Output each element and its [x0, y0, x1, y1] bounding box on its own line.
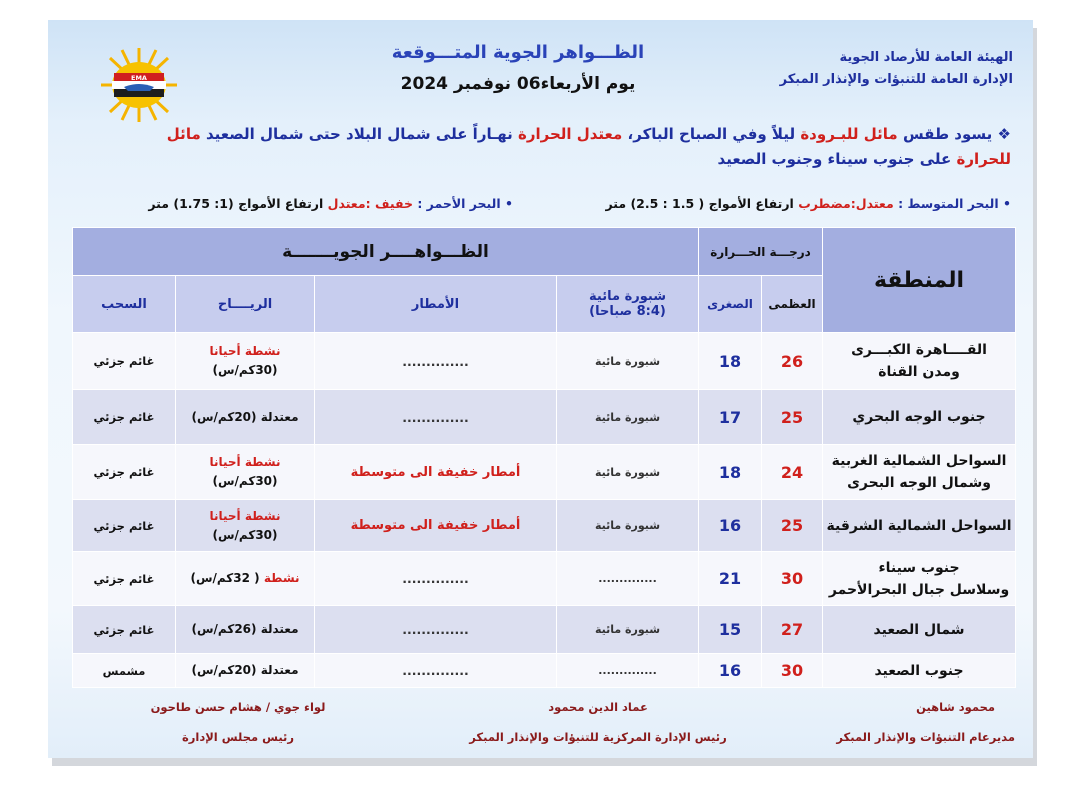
- region-cell: شمال الصعيد: [823, 606, 1016, 654]
- diamond-bullet-icon: ❖: [997, 125, 1011, 143]
- signature-3-name: لواء جوي / هشام حسن طاحون: [150, 700, 326, 714]
- cloud-header: السحب: [73, 276, 176, 333]
- rain-cell: ..............: [315, 654, 557, 688]
- med-sea-label: البحر المتوسط :: [898, 196, 999, 211]
- cloud-cell: غائم جزئي: [73, 606, 176, 654]
- summary-part-7: على: [919, 150, 952, 168]
- fog-cell: شبورة مائية: [557, 500, 699, 552]
- fog-cell: ..............: [557, 654, 699, 688]
- page-title: الظـــواهر الجوية المتـــوقعة: [391, 42, 645, 63]
- forecast-summary: [111, 122, 1011, 172]
- rain-cell: ..............: [315, 333, 557, 390]
- max-temp-cell: 26: [762, 333, 823, 390]
- red-sea-state: خفيف :معتدل: [327, 196, 413, 211]
- logo-text: EMA: [131, 74, 147, 82]
- summary-part-5: نهـاراً على شمال البلاد حتى شمال الصعيد: [205, 125, 513, 143]
- fog-cell: ..............: [557, 552, 699, 606]
- summary-part-2: مائل للبـرودة: [800, 125, 898, 143]
- cloud-cell: غائم جزئي: [73, 390, 176, 445]
- rain-cell: أمطار خفيفة الى متوسطة: [315, 445, 557, 500]
- table-row: [73, 445, 1016, 500]
- summary-part-9: جنوب سيناء وجنوب الصعيد: [717, 150, 915, 168]
- min-temp-cell: 21: [699, 552, 762, 606]
- fog-header: شبورة مائية (8:4 صباحا): [557, 276, 699, 333]
- rain-cell: ..............: [315, 552, 557, 606]
- cloud-cell: غائم جزئي: [73, 445, 176, 500]
- table-header-row-1: [73, 228, 1016, 276]
- region-cell: السواحل الشمالية الغربية وشمال الوجه البحرى: [823, 445, 1016, 500]
- region-header: المنطقة: [823, 228, 1016, 333]
- rain-cell: ..............: [315, 606, 557, 654]
- med-sea-state: معتدل:مضطرب: [798, 196, 894, 211]
- cloud-cell: غائم جزئي: [73, 333, 176, 390]
- min-temp-header: الصغرى: [699, 276, 762, 333]
- max-temp-header: العظمى: [762, 276, 823, 333]
- ema-logo-icon: [96, 46, 182, 124]
- region-cell: جنوب سيناء وسلاسل جبال البحرالأحمر: [823, 552, 1016, 606]
- sea-bullet-icon: •: [505, 196, 513, 211]
- org-name: الهيئة العامة للأرصاد الجوية: [839, 50, 1013, 65]
- med-wave-label: ارتفاع الأمواج: [708, 196, 794, 211]
- forecast-date: يوم الأربعاء06 نوفمبر 2024: [400, 74, 636, 94]
- min-temp-cell: 16: [699, 654, 762, 688]
- red-wave-label: ارتفاع الأمواج: [238, 196, 324, 211]
- max-temp-cell: 27: [762, 606, 823, 654]
- fog-cell: شبورة مائية: [557, 390, 699, 445]
- wind-cell: نشطة ( 32كم/س): [176, 552, 315, 606]
- rain-cell: أمطار خفيفة الى متوسطة: [315, 500, 557, 552]
- red-wave-value: (1: 1.75) متر: [148, 196, 234, 211]
- wind-cell: معتدلة (20كم/س): [176, 654, 315, 688]
- table-row: [73, 500, 1016, 552]
- wind-header: الريــــاح: [176, 276, 315, 333]
- med-wave-value: ( 1.5 : 2.5) متر: [605, 196, 705, 211]
- rain-cell: ..............: [315, 390, 557, 445]
- max-temp-cell: 25: [762, 390, 823, 445]
- region-cell: القــــاهرة الكبـــرى ومدن القناة: [823, 333, 1016, 390]
- wind-cell: نشطة أحيانا (30كم/س): [176, 445, 315, 500]
- red-sea-label: البحر الأحمر :: [417, 196, 501, 211]
- wind-cell: معتدلة (26كم/س): [176, 606, 315, 654]
- forecast-page: [48, 20, 1033, 758]
- min-temp-cell: 17: [699, 390, 762, 445]
- forecast-table: [72, 227, 1016, 688]
- signature-2-title: رئيس الإدارة المركزية للتنبؤات والإنذار المبكر: [469, 730, 727, 744]
- max-temp-cell: 30: [762, 552, 823, 606]
- med-sea-line: [605, 196, 1011, 211]
- fog-cell: شبورة مائية: [557, 606, 699, 654]
- cloud-cell: غائم جزئي: [73, 552, 176, 606]
- region-cell: جنوب الصعيد: [823, 654, 1016, 688]
- table-row: [73, 552, 1016, 606]
- cloud-cell: مشمس: [73, 654, 176, 688]
- max-temp-cell: 30: [762, 654, 823, 688]
- signature-1-title: مديرعام التنبؤات والإنذار المبكر: [836, 730, 1015, 744]
- summary-part-1: يسود طقس: [902, 125, 993, 143]
- signature-2-name: عماد الدين محمود: [548, 700, 648, 714]
- table-row: [73, 654, 1016, 688]
- rain-header: الأمطار: [315, 276, 557, 333]
- summary-part-6: مائل للحرارة: [166, 125, 1011, 168]
- wind-cell: معتدلة (20كم/س): [176, 390, 315, 445]
- summary-part-4: معتدل الحرارة: [517, 125, 623, 143]
- min-temp-cell: 15: [699, 606, 762, 654]
- wind-cell: نشطة أحيانا (30كم/س): [176, 333, 315, 390]
- min-temp-cell: 18: [699, 445, 762, 500]
- region-cell: السواحل الشمالية الشرقية: [823, 500, 1016, 552]
- red-sea-line: [148, 196, 513, 211]
- org-dept: الإدارة العامة للتنبؤات والإنذار المبكر: [779, 72, 1013, 87]
- fog-cell: شبورة مائية: [557, 445, 699, 500]
- min-temp-cell: 18: [699, 333, 762, 390]
- summary-part-3: ليلاً وفي الصباح الباكر،: [627, 125, 796, 143]
- region-cell: جنوب الوجه البحري: [823, 390, 1016, 445]
- temperature-header: درجـــة الحـــرارة: [699, 228, 823, 276]
- signature-1-name: محمود شاهين: [916, 700, 995, 714]
- fog-cell: شبورة مائية: [557, 333, 699, 390]
- signature-3-title: رئيس مجلس الإدارة: [181, 730, 294, 744]
- table-row: [73, 390, 1016, 445]
- sea-bullet-icon: •: [1003, 196, 1011, 211]
- table-row: [73, 333, 1016, 390]
- max-temp-cell: 25: [762, 500, 823, 552]
- table-row: [73, 606, 1016, 654]
- wind-cell: نشطة أحيانا (30كم/س): [176, 500, 315, 552]
- phenomena-header: الظـــواهــــر الجويـــــــة: [73, 228, 699, 276]
- min-temp-cell: 16: [699, 500, 762, 552]
- max-temp-cell: 24: [762, 445, 823, 500]
- cloud-cell: غائم جزئي: [73, 500, 176, 552]
